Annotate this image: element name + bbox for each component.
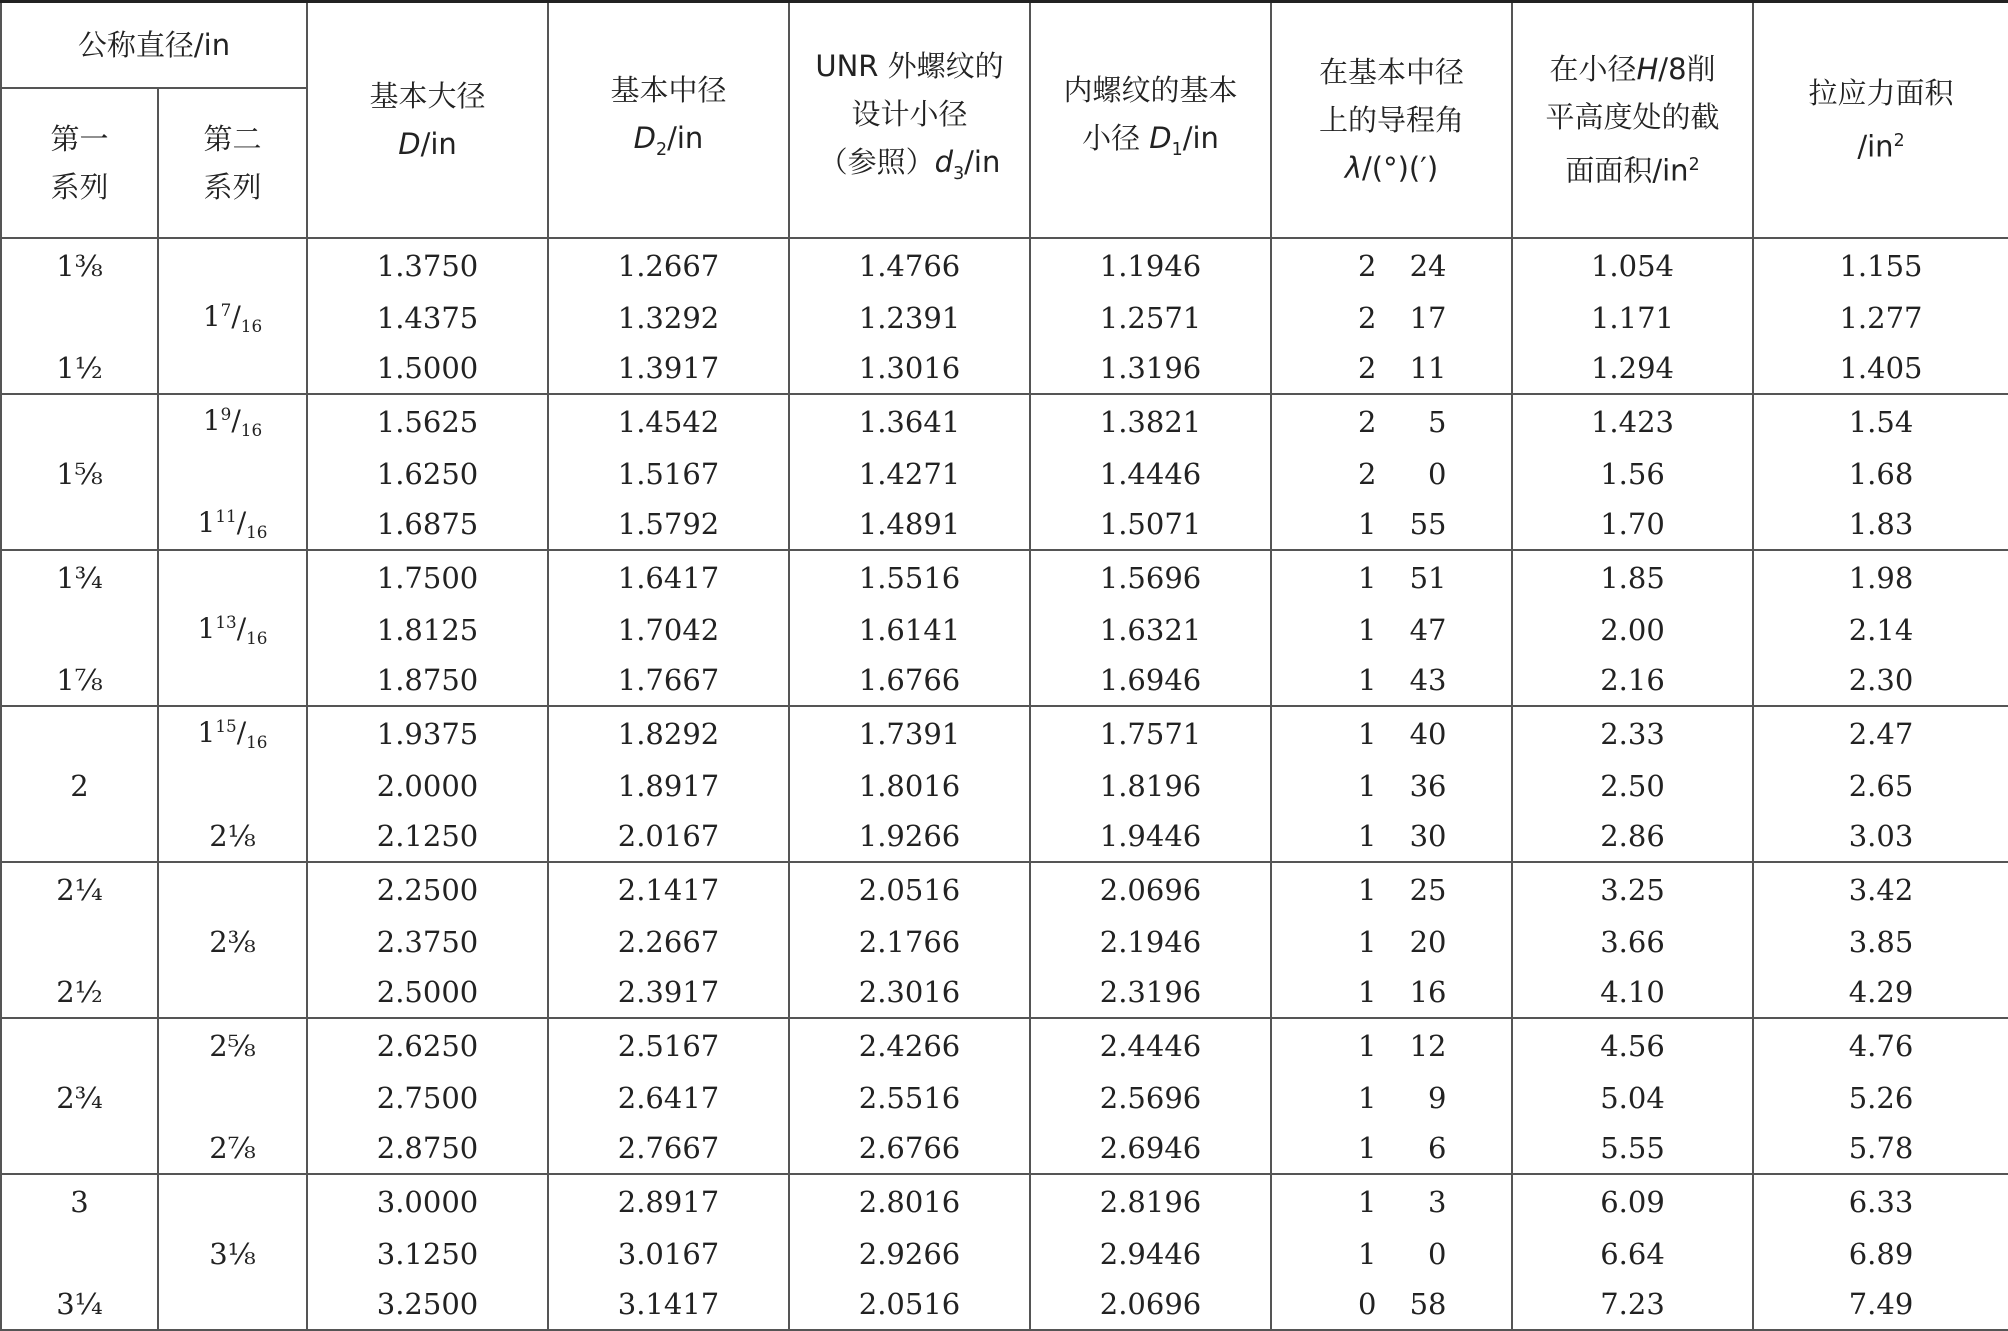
cell-sec: 5.55 [1512,1123,1753,1174]
cell-d3: 1.4766 [789,238,1030,293]
cell-D2: 3.1417 [548,1279,789,1330]
header-basic-pitch-diameter: 基本中径 $D_2/in$ [548,2,789,239]
lead-angle-minutes: 43 [1409,663,1447,697]
lead-angle-degrees: 1 [1358,507,1377,541]
cell-D2: 2.1417 [548,862,789,917]
cell-s1 [1,917,158,967]
cell-lead-angle [1271,1279,1512,1330]
cell-sec: 1.85 [1512,550,1753,605]
lead-angle-minutes: 11 [1409,351,1447,385]
cell-s1: 1⅞ [1,655,158,706]
cell-D1: 1.6321 [1030,605,1271,655]
cell-s2: 2⅝ [158,1018,307,1073]
cell-s1 [1,1018,158,1073]
cell-sec: 5.04 [1512,1073,1753,1123]
cell-s2: 3⅛ [158,1229,307,1279]
cell-D2: 2.3917 [548,967,789,1018]
cell-lead-angle [1271,706,1512,761]
cell-s2 [158,449,307,499]
table-row [1,1174,2008,1229]
cell-ten: 6.89 [1753,1229,2008,1279]
lead-angle-minutes: 30 [1409,819,1447,853]
cell-D2: 1.5167 [548,449,789,499]
cell-D1: 1.6946 [1030,655,1271,706]
cell-D: 1.5000 [307,343,548,394]
cell-D2: 1.3917 [548,343,789,394]
cell-lead-angle [1271,449,1512,499]
cell-s1: 1½ [1,343,158,394]
table-row [1,706,2008,761]
cell-sec: 1.171 [1512,293,1753,343]
cell-lead-angle [1271,1229,1512,1279]
header-first-series: 第一 系列 [1,88,158,238]
lead-angle-degrees: 1 [1358,1131,1377,1165]
header-tensile-stress-area: 拉应力面积 $/in^2$ [1753,2,2008,239]
table-row [1,238,2008,293]
cell-D: 2.3750 [307,917,548,967]
cell-sec: 7.23 [1512,1279,1753,1330]
lead-angle-degrees: 2 [1358,457,1377,491]
header-basic-major-diameter: 基本大径 D/in [307,2,548,239]
lead-angle-minutes: 25 [1409,873,1447,907]
cell-s1 [1,293,158,343]
cell-ten: 3.85 [1753,917,2008,967]
lead-angle-degrees: 1 [1358,975,1377,1009]
cell-D1: 2.0696 [1030,862,1271,917]
cell-D2: 1.6417 [548,550,789,605]
cell-lead-angle [1271,1073,1512,1123]
cell-D2: 2.0167 [548,811,789,862]
cell-lead-angle [1271,238,1512,293]
cell-D1: 2.0696 [1030,1279,1271,1330]
table-row [1,293,2008,343]
header-lead-angle: 在基本中径 上的导程角 λ/(°)(′) [1271,2,1512,239]
cell-s1 [1,394,158,449]
cell-ten: 1.83 [1753,499,2008,550]
table-row [1,1073,2008,1123]
cell-D2: 1.7042 [548,605,789,655]
cell-d3: 1.7391 [789,706,1030,761]
table-row [1,862,2008,917]
cell-lead-angle [1271,293,1512,343]
table-row [1,605,2008,655]
cell-s2 [158,343,307,394]
cell-s1 [1,811,158,862]
cell-s2: $1^{15}/_{16}$ [158,706,307,761]
cell-D: 1.6875 [307,499,548,550]
cell-d3: 2.5516 [789,1073,1030,1123]
header-nominal-diameter: 公称直径/in [1,2,307,89]
table-body [1,238,2008,1330]
table-row [1,550,2008,605]
cell-D: 3.2500 [307,1279,548,1330]
cell-s1: 1⅝ [1,449,158,499]
cell-D2: 1.8292 [548,706,789,761]
lead-angle-minutes: 58 [1409,1287,1447,1321]
cell-s2 [158,1174,307,1229]
cell-ten: 5.26 [1753,1073,2008,1123]
cell-ten: 1.68 [1753,449,2008,499]
cell-s2 [158,761,307,811]
cell-D: 1.7500 [307,550,548,605]
lead-angle-degrees: 1 [1358,561,1377,595]
lead-angle-degrees: 1 [1358,717,1377,751]
cell-D1: 2.5696 [1030,1073,1271,1123]
cell-sec: 1.56 [1512,449,1753,499]
cell-s1: 1⅜ [1,238,158,293]
cell-d3: 1.9266 [789,811,1030,862]
cell-D: 1.6250 [307,449,548,499]
cell-ten: 1.277 [1753,293,2008,343]
table-row [1,1123,2008,1174]
cell-lead-angle [1271,862,1512,917]
cell-s1 [1,499,158,550]
cell-D2: 2.8917 [548,1174,789,1229]
cell-s2 [158,1279,307,1330]
cell-d3: 1.3016 [789,343,1030,394]
cell-s1 [1,1229,158,1279]
cell-s2: 2⅞ [158,1123,307,1174]
lead-angle-minutes: 5 [1428,405,1447,439]
cell-D1: 2.3196 [1030,967,1271,1018]
cell-s2: $1^{13}/_{16}$ [158,605,307,655]
cell-d3: 1.4891 [789,499,1030,550]
cell-ten: 2.30 [1753,655,2008,706]
cell-sec: 1.294 [1512,343,1753,394]
cell-D: 1.4375 [307,293,548,343]
cell-s1: 1¾ [1,550,158,605]
cell-s2: $1^9/_{16}$ [158,394,307,449]
table-row [1,394,2008,449]
cell-d3: 1.6766 [789,655,1030,706]
cell-sec: 1.70 [1512,499,1753,550]
cell-lead-angle [1271,967,1512,1018]
lead-angle-degrees: 1 [1358,1081,1377,1115]
cell-D1: 1.7571 [1030,706,1271,761]
cell-D1: 1.5696 [1030,550,1271,605]
cell-D2: 1.7667 [548,655,789,706]
cell-s2 [158,862,307,917]
table-row [1,449,2008,499]
cell-d3: 1.3641 [789,394,1030,449]
cell-s1: 2¼ [1,862,158,917]
cell-sec: 2.50 [1512,761,1753,811]
cell-s1: 2 [1,761,158,811]
table-row [1,343,2008,394]
cell-D: 1.9375 [307,706,548,761]
cell-D1: 2.4446 [1030,1018,1271,1073]
cell-D1: 1.3196 [1030,343,1271,394]
lead-angle-degrees: 2 [1358,249,1377,283]
cell-ten: 2.47 [1753,706,2008,761]
cell-lead-angle [1271,550,1512,605]
cell-D2: 1.4542 [548,394,789,449]
cell-D1: 2.8196 [1030,1174,1271,1229]
lead-angle-degrees: 1 [1358,663,1377,697]
cell-s2 [158,550,307,605]
cell-ten: 1.54 [1753,394,2008,449]
lead-angle-minutes: 9 [1428,1081,1447,1115]
cell-lead-angle [1271,1018,1512,1073]
lead-angle-degrees: 1 [1358,873,1377,907]
cell-s2 [158,1073,307,1123]
cell-ten: 2.14 [1753,605,2008,655]
lead-angle-degrees: 1 [1358,1237,1377,1271]
cell-D1: 1.2571 [1030,293,1271,343]
cell-D: 3.1250 [307,1229,548,1279]
cell-D1: 1.9446 [1030,811,1271,862]
cell-d3: 2.9266 [789,1229,1030,1279]
lead-angle-degrees: 1 [1358,925,1377,959]
cell-D: 2.5000 [307,967,548,1018]
cell-d3: 1.5516 [789,550,1030,605]
lead-angle-minutes: 6 [1428,1131,1447,1165]
table-row [1,917,2008,967]
cell-d3: 1.8016 [789,761,1030,811]
cell-D2: 1.5792 [548,499,789,550]
cell-ten: 5.78 [1753,1123,2008,1174]
lead-angle-minutes: 0 [1428,457,1447,491]
lead-angle-degrees: 2 [1358,301,1377,335]
table-row [1,967,2008,1018]
lead-angle-minutes: 40 [1409,717,1447,751]
cell-d3: 2.0516 [789,1279,1030,1330]
cell-ten: 4.29 [1753,967,2008,1018]
cell-sec: 4.56 [1512,1018,1753,1073]
table-row [1,811,2008,862]
cell-D2: 1.3292 [548,293,789,343]
cell-s1: 2½ [1,967,158,1018]
cell-D2: 1.2667 [548,238,789,293]
cell-d3: 1.6141 [789,605,1030,655]
cell-D: 2.6250 [307,1018,548,1073]
cell-D: 2.2500 [307,862,548,917]
cell-D: 1.5625 [307,394,548,449]
cell-lead-angle [1271,655,1512,706]
cell-D1: 2.6946 [1030,1123,1271,1174]
cell-sec: 6.09 [1512,1174,1753,1229]
lead-angle-degrees: 1 [1358,1185,1377,1219]
cell-D1: 2.9446 [1030,1229,1271,1279]
table-row [1,1229,2008,1279]
cell-d3: 2.1766 [789,917,1030,967]
cell-sec: 1.054 [1512,238,1753,293]
cell-lead-angle [1271,1174,1512,1229]
cell-s1 [1,605,158,655]
lead-angle-degrees: 2 [1358,351,1377,385]
table-row [1,1018,2008,1073]
lead-angle-degrees: 1 [1358,769,1377,803]
header-second-series: 第二 系列 [158,88,307,238]
lead-angle-minutes: 24 [1409,249,1447,283]
cell-lead-angle [1271,394,1512,449]
cell-s1 [1,706,158,761]
cell-d3: 2.4266 [789,1018,1030,1073]
cell-lead-angle [1271,1123,1512,1174]
table-row [1,655,2008,706]
cell-sec: 2.86 [1512,811,1753,862]
cell-D: 3.0000 [307,1174,548,1229]
lead-angle-minutes: 3 [1428,1185,1447,1219]
cell-D2: 3.0167 [548,1229,789,1279]
cell-s2 [158,967,307,1018]
cell-D1: 1.3821 [1030,394,1271,449]
cell-s2 [158,238,307,293]
lead-angle-minutes: 0 [1428,1237,1447,1271]
cell-ten: 7.49 [1753,1279,2008,1330]
cell-ten: 6.33 [1753,1174,2008,1229]
cell-sec: 1.423 [1512,394,1753,449]
cell-D: 2.8750 [307,1123,548,1174]
lead-angle-minutes: 36 [1409,769,1447,803]
cell-D: 2.1250 [307,811,548,862]
cell-lead-angle [1271,605,1512,655]
cell-ten: 1.155 [1753,238,2008,293]
cell-sec: 4.10 [1512,967,1753,1018]
lead-angle-minutes: 17 [1409,301,1447,335]
cell-ten: 1.405 [1753,343,2008,394]
cell-s1: 3¼ [1,1279,158,1330]
lead-angle-degrees: 1 [1358,1029,1377,1063]
lead-angle-degrees: 0 [1358,1287,1377,1321]
cell-sec: 3.25 [1512,862,1753,917]
lead-angle-minutes: 55 [1409,507,1447,541]
lead-angle-minutes: 20 [1409,925,1447,959]
cell-D: 1.8125 [307,605,548,655]
cell-D2: 2.5167 [548,1018,789,1073]
cell-sec: 2.00 [1512,605,1753,655]
cell-d3: 1.4271 [789,449,1030,499]
lead-angle-degrees: 1 [1358,819,1377,853]
cell-s1 [1,1123,158,1174]
cell-sec: 6.64 [1512,1229,1753,1279]
lead-angle-minutes: 12 [1409,1029,1447,1063]
cell-D2: 1.8917 [548,761,789,811]
cell-ten: 4.76 [1753,1018,2008,1073]
lead-angle-degrees: 1 [1358,613,1377,647]
cell-D1: 1.1946 [1030,238,1271,293]
cell-d3: 2.0516 [789,862,1030,917]
cell-s1: 2¾ [1,1073,158,1123]
cell-s2: $1^7/_{16}$ [158,293,307,343]
cell-s2: 2⅜ [158,917,307,967]
cell-ten: 3.03 [1753,811,2008,862]
cell-ten: 1.98 [1753,550,2008,605]
cell-sec: 2.33 [1512,706,1753,761]
cell-D1: 1.4446 [1030,449,1271,499]
header-internal-minor-diameter: 内螺纹的基本 小径 $D_1/in$ [1030,2,1271,239]
cell-D: 1.3750 [307,238,548,293]
cell-lead-angle [1271,761,1512,811]
cell-d3: 2.6766 [789,1123,1030,1174]
lead-angle-minutes: 16 [1409,975,1447,1009]
lead-angle-minutes: 51 [1409,561,1447,595]
header-unr-minor-diameter: UNR 外螺纹的 设计小径 （参照）$d_3/in$ [789,2,1030,239]
header-section-area: 在小径H/8削 平高度处的截 面面积$/in^2$ [1512,2,1753,239]
table-row [1,761,2008,811]
cell-D2: 2.6417 [548,1073,789,1123]
cell-s2 [158,655,307,706]
cell-D: 2.0000 [307,761,548,811]
cell-ten: 3.42 [1753,862,2008,917]
cell-lead-angle [1271,917,1512,967]
cell-D: 1.8750 [307,655,548,706]
cell-s2: $1^{11}/_{16}$ [158,499,307,550]
cell-d3: 2.3016 [789,967,1030,1018]
lead-angle-degrees: 2 [1358,405,1377,439]
cell-D1: 2.1946 [1030,917,1271,967]
cell-D2: 2.7667 [548,1123,789,1174]
cell-sec: 2.16 [1512,655,1753,706]
cell-lead-angle [1271,499,1512,550]
cell-sec: 3.66 [1512,917,1753,967]
cell-D2: 2.2667 [548,917,789,967]
cell-lead-angle [1271,343,1512,394]
cell-D1: 1.8196 [1030,761,1271,811]
table-row [1,499,2008,550]
table-row [1,1279,2008,1330]
cell-lead-angle [1271,811,1512,862]
cell-s2: 2⅛ [158,811,307,862]
lead-angle-minutes: 47 [1409,613,1447,647]
cell-s1: 3 [1,1174,158,1229]
cell-d3: 2.8016 [789,1174,1030,1229]
cell-d3: 1.2391 [789,293,1030,343]
cell-D1: 1.5071 [1030,499,1271,550]
cell-ten: 2.65 [1753,761,2008,811]
cell-D: 2.7500 [307,1073,548,1123]
